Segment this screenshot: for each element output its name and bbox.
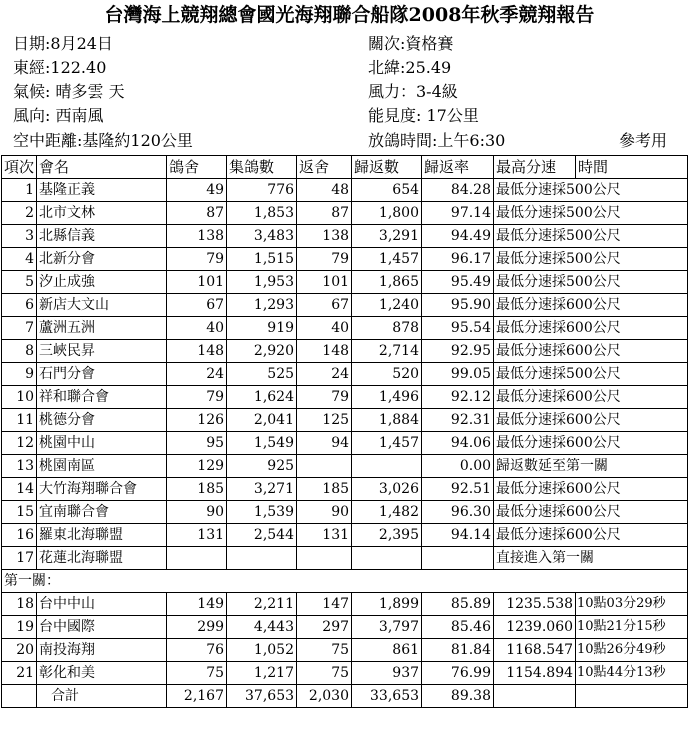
return-loft-count: 67 [297,294,352,317]
longitude-field: 東經:122.40 [13,58,107,77]
club-name: 汐止成強 [37,271,167,294]
bird-count: 1,953 [227,271,297,294]
bird-count: 1,853 [227,202,297,225]
max-speed: 最低分速採600公尺 [494,294,688,317]
club-name: 北縣信義 [37,225,167,248]
table-row [2,639,688,662]
row-number: 17 [2,547,37,570]
row-number: 2 [2,202,37,225]
club-name: 桃園南區 [37,455,167,478]
row-number: 15 [2,501,37,524]
section-label: 第一關： [2,570,688,593]
loft-count: 76 [167,639,227,662]
club-name: 南投海翔 [37,639,167,662]
club-name: 彰化和美 [37,662,167,685]
club-name: 桃園中山 [37,432,167,455]
club-name: 蘆洲五洲 [37,317,167,340]
returned-count: 878 [352,317,422,340]
table-row [2,271,688,294]
club-name: 桃德分會 [37,409,167,432]
return-loft-count: 138 [297,225,352,248]
row-number: 21 [2,662,37,685]
bird-count: 4,443 [227,616,297,639]
date-field: 日期:8月24日 [13,34,113,53]
results-table [1,155,688,708]
return-loft-count: 40 [297,317,352,340]
arrival-time: 10點44分13秒 [576,662,688,685]
club-name: 北市文林 [37,202,167,225]
returned-count: 937 [352,662,422,685]
table-row [2,616,688,639]
return-loft-count: 90 [297,501,352,524]
col-header-return-lofts: 返舍 [297,156,352,179]
returned-count: 3,291 [352,225,422,248]
return-rate: 92.12 [422,386,494,409]
returned-count [352,455,422,478]
total-time-blank [576,685,688,708]
returned-count: 1,800 [352,202,422,225]
wind-direction-field: 風向: 西南風 [13,106,104,125]
bird-count: 525 [227,363,297,386]
row-number: 6 [2,294,37,317]
return-rate: 92.95 [422,340,494,363]
return-loft-count: 131 [297,524,352,547]
return-loft-count: 75 [297,639,352,662]
return-loft-count: 79 [297,248,352,271]
returned-count [352,547,422,570]
max-speed: 最低分速採600公尺 [494,386,688,409]
max-speed: 最低分速採500公尺 [494,179,688,202]
returned-count: 3,026 [352,478,422,501]
max-speed: 最低分速採600公尺 [494,501,688,524]
wind-force-field: 風力：3-4級 [368,82,458,101]
row-number: 11 [2,409,37,432]
return-loft-count: 185 [297,478,352,501]
col-header-lofts: 鴿舍 [167,156,227,179]
bird-count: 919 [227,317,297,340]
bird-count: 2,920 [227,340,297,363]
bird-count: 1,217 [227,662,297,685]
return-loft-count: 87 [297,202,352,225]
returned-count: 1,899 [352,593,422,616]
row-number: 9 [2,363,37,386]
loft-count: 90 [167,501,227,524]
table-row [2,363,688,386]
max-speed: 最低分速採600公尺 [494,524,688,547]
returned-count: 1,865 [352,271,422,294]
table-row [2,662,688,685]
loft-count: 95 [167,432,227,455]
total-speed-blank [494,685,576,708]
row-number: 7 [2,317,37,340]
loft-count: 148 [167,340,227,363]
col-header-no: 項次 [2,156,37,179]
returned-count: 3,797 [352,616,422,639]
loft-count: 79 [167,386,227,409]
club-name: 石門分會 [37,363,167,386]
bird-count: 1,515 [227,248,297,271]
bird-count: 925 [227,455,297,478]
arrival-time: 10點26分49秒 [576,639,688,662]
returned-count: 1,240 [352,294,422,317]
row-number: 16 [2,524,37,547]
loft-count: 75 [167,662,227,685]
bird-count: 2,544 [227,524,297,547]
distance-field: 空中距離:基隆約120公里 [13,131,193,150]
return-rate: 95.49 [422,271,494,294]
loft-count: 149 [167,593,227,616]
return-rate: 85.89 [422,593,494,616]
loft-count: 138 [167,225,227,248]
return-rate: 95.90 [422,294,494,317]
arrival-time: 10點03分29秒 [576,593,688,616]
table-row [2,248,688,271]
loft-count: 40 [167,317,227,340]
results-body [2,156,688,708]
row-number: 20 [2,639,37,662]
max-speed: 最低分速採600公尺 [494,478,688,501]
report-title: 台灣海上競翔總會國光海翔聯合船隊2008年秋季競翔報告 [104,4,595,26]
return-rate: 95.54 [422,317,494,340]
max-speed: 最低分速採500公尺 [494,202,688,225]
max-speed: 1239.060 [494,616,576,639]
row-number: 3 [2,225,37,248]
release-time-field: 放鴿時間:上午6:30 [368,131,506,150]
row-number: 12 [2,432,37,455]
max-speed: 最低分速採500公尺 [494,248,688,271]
return-loft-count: 101 [297,271,352,294]
loft-count: 79 [167,248,227,271]
return-rate: 92.31 [422,409,494,432]
max-speed: 最低分速採500公尺 [494,225,688,248]
return-rate: 99.05 [422,363,494,386]
total-rate: 89.38 [422,685,494,708]
table-row [2,593,688,616]
club-name: 羅東北海聯盟 [37,524,167,547]
loft-count: 49 [167,179,227,202]
returned-count: 520 [352,363,422,386]
loft-count: 87 [167,202,227,225]
max-speed: 歸返數延至第一關 [494,455,688,478]
table-row [2,478,688,501]
table-row [2,547,688,570]
col-header-speed: 最高分速 [494,156,576,179]
reference-note: 參考用 [619,131,668,150]
max-speed: 1235.538 [494,593,576,616]
loft-count: 101 [167,271,227,294]
return-rate: 92.51 [422,478,494,501]
return-loft-count: 75 [297,662,352,685]
returned-count: 1,482 [352,501,422,524]
bird-count: 1,624 [227,386,297,409]
total-row [2,685,688,708]
max-speed: 最低分速採500公尺 [494,363,688,386]
row-number: 18 [2,593,37,616]
return-rate: 0.00 [422,455,494,478]
club-name: 台中中山 [37,593,167,616]
return-loft-count: 79 [297,386,352,409]
return-rate: 94.14 [422,524,494,547]
max-speed: 1154.894 [494,662,576,685]
club-name: 大竹海翔聯合會 [37,478,167,501]
table-row [2,524,688,547]
returned-count: 2,714 [352,340,422,363]
header-row [2,156,688,179]
row-number: 1 [2,179,37,202]
row-number: 10 [2,386,37,409]
returned-count: 861 [352,639,422,662]
bird-count: 3,483 [227,225,297,248]
table-row [2,202,688,225]
return-rate: 76.99 [422,662,494,685]
col-header-birds: 集鴿數 [227,156,297,179]
return-loft-count: 148 [297,340,352,363]
return-loft-count: 147 [297,593,352,616]
return-rate [422,547,494,570]
col-header-time: 時間 [576,156,688,179]
return-loft-count: 297 [297,616,352,639]
table-row [2,455,688,478]
max-speed: 直接進入第一關 [494,547,688,570]
max-speed: 最低分速採600公尺 [494,432,688,455]
total-returned: 33,653 [352,685,422,708]
bird-count: 1,549 [227,432,297,455]
returned-count: 1,457 [352,432,422,455]
loft-count: 131 [167,524,227,547]
bird-count: 1,293 [227,294,297,317]
return-loft-count: 125 [297,409,352,432]
table-row [2,294,688,317]
col-header-club: 會名 [37,156,167,179]
return-rate: 94.49 [422,225,494,248]
loft-count: 24 [167,363,227,386]
row-number: 19 [2,616,37,639]
return-rate: 81.84 [422,639,494,662]
weather-field: 氣候: 晴多雲 天 [13,82,125,101]
club-name: 祥和聯合會 [37,386,167,409]
total-blank [2,685,37,708]
returned-count: 654 [352,179,422,202]
return-loft-count: 48 [297,179,352,202]
table-row [2,386,688,409]
return-rate: 96.17 [422,248,494,271]
table-row [2,409,688,432]
return-rate: 97.14 [422,202,494,225]
bird-count: 776 [227,179,297,202]
loft-count: 67 [167,294,227,317]
arrival-time: 10點21分15秒 [576,616,688,639]
latitude-field: 北緯:25.49 [368,58,452,77]
returned-count: 2,395 [352,524,422,547]
bird-count: 1,052 [227,639,297,662]
table-row [2,432,688,455]
returned-count: 1,496 [352,386,422,409]
club-name: 新店大文山 [37,294,167,317]
returned-count: 1,884 [352,409,422,432]
loft-count: 126 [167,409,227,432]
bird-count [227,547,297,570]
return-loft-count: 24 [297,363,352,386]
total-lofts: 2,167 [167,685,227,708]
table-row [2,501,688,524]
max-speed: 1168.547 [494,639,576,662]
row-number: 14 [2,478,37,501]
club-name: 基隆正義 [37,179,167,202]
row-number: 5 [2,271,37,294]
row-number: 13 [2,455,37,478]
max-speed: 最低分速採600公尺 [494,409,688,432]
return-rate: 85.46 [422,616,494,639]
stage-field: 關次:資格賽 [368,34,454,53]
section-row [2,570,688,593]
max-speed: 最低分速採600公尺 [494,317,688,340]
return-loft-count [297,455,352,478]
loft-count: 129 [167,455,227,478]
bird-count: 1,539 [227,501,297,524]
return-loft-count: 94 [297,432,352,455]
loft-count: 299 [167,616,227,639]
return-loft-count [297,547,352,570]
club-name: 三峽民昇 [37,340,167,363]
bird-count: 3,271 [227,478,297,501]
returned-count: 1,457 [352,248,422,271]
row-number: 4 [2,248,37,271]
return-rate: 96.30 [422,501,494,524]
total-birds: 37,653 [227,685,297,708]
loft-count [167,547,227,570]
bird-count: 2,211 [227,593,297,616]
table-row [2,179,688,202]
club-name: 北新分會 [37,248,167,271]
col-header-returned: 歸返數 [352,156,422,179]
total-return-lofts: 2,030 [297,685,352,708]
loft-count: 185 [167,478,227,501]
return-rate: 94.06 [422,432,494,455]
col-header-rate: 歸返率 [422,156,494,179]
club-name: 宜南聯合會 [37,501,167,524]
club-name: 台中國際 [37,616,167,639]
table-row [2,225,688,248]
table-row [2,317,688,340]
table-row [2,340,688,363]
return-rate: 84.28 [422,179,494,202]
max-speed: 最低分速採600公尺 [494,340,688,363]
max-speed: 最低分速採500公尺 [494,271,688,294]
total-label: 合計 [37,685,167,708]
visibility-field: 能見度: 17公里 [368,106,479,125]
club-name: 花蓮北海聯盟 [37,547,167,570]
bird-count: 2,041 [227,409,297,432]
row-number: 8 [2,340,37,363]
